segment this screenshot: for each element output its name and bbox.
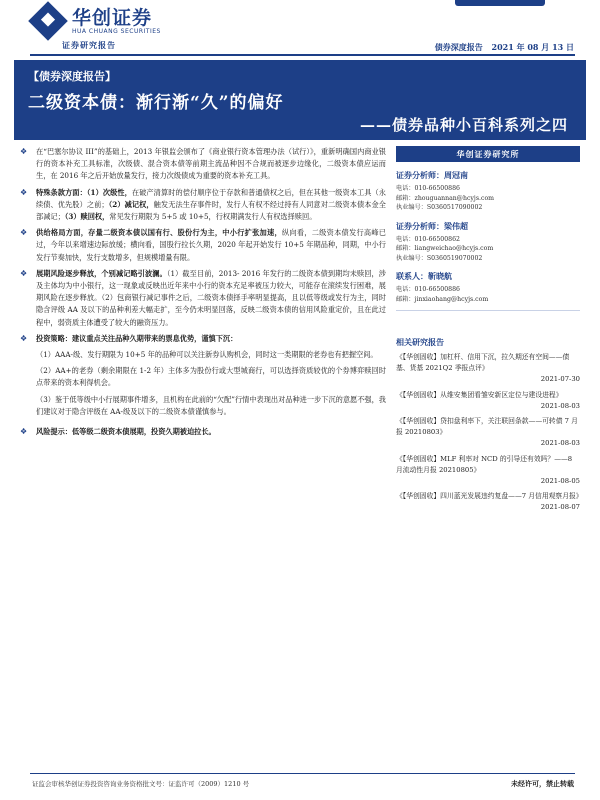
related-report-date: 2021-08-03 — [540, 401, 580, 410]
summary-paragraph: ❖ 展期风险逐步释放，个别减记略引波澜。（1）截至目前，2013- 2016 年发行的二级资本债到期均未赎回，涉及主体均为中小银行，这一现象或反映出近年来中小行的资本充足率被压力较大，可能存在滚续发行困难，展期风险在逐步释放。（2）包商银行减记事件之后，二级资本债择手率明显提高，且以低等级或发行为主，同时隐含评级 AA 及以下的品种利差大幅走扩，至今仍未明显回落，反映二级资本债的信用风险重定价，且在此过程中，弱资质主体遭受了较大的融资压力。 — [20, 268, 386, 327]
summary-paragraph: ❖ 在“巴塞尔协议 III”的基础上，2013 年银监会颁布了《商业银行资本管理办法（试行）》，重新明确国内商业银行的资本补充工具标准，次级债、混合资本债等前期主流品种因不合规而被逐步边缘化，二级资本债应运而生，在 2016 年之后开始放量发行，接力次级债成为重要的资本补充工具。 — [20, 147, 386, 181]
page-header — [0, 0, 600, 62]
report-date: 2021 年 08 月 13 日 — [491, 42, 574, 52]
related-report-item[interactable] — [396, 352, 580, 386]
footer-license: 证监会审核华创证券投资咨询业务资格批文号：证监许可（2009）1210 号 — [32, 780, 250, 788]
related-report-date: 2021-07-30 — [540, 375, 580, 384]
diamond-bullet-icon: ❖ — [20, 268, 28, 278]
risk-warning: ❖ 风险提示：低等级二级资本债展期，投资久期被迫拉长。 — [20, 427, 216, 437]
related-report-date: 2021-08-05 — [540, 477, 580, 486]
summary-paragraph: ❖ 供给格局方面，存量二级资本债以国有行、股份行为主，中小行扩张加速，纵向看，二级资本债发行高峰已过，今年以来增速边际放缓；横向看，国股行拉长久期，2020 年起开始发行 10+5 年期品种，同期，中小行发行节奏加快，发行支数增多，但规模增量有限。 — [20, 228, 386, 262]
analyst-role: 证券分析师：周冠南 — [396, 170, 468, 180]
logo-name-cn: 华创证券 — [72, 6, 153, 29]
sidebar — [396, 146, 583, 518]
diamond-bullet-icon: ❖ — [20, 147, 28, 156]
report-type: 证券研究报告 — [62, 40, 116, 50]
related-report-title[interactable]: 《【华创固收】从维安集团看雏安新区定位与建设进程》 — [396, 390, 563, 399]
analyst-cert: 执业编号：S0360517090002 — [396, 204, 483, 211]
header-meta — [429, 42, 574, 53]
top-tab-decoration — [455, 0, 545, 6]
analyst-phone: 电话：010-66500886 — [396, 185, 460, 192]
strategy-item: （2）AA+的老券（剩余期限在 1-2 年）主体多为股份行或大型城商行，可以选择资质较优的个券博弈赎回时点带来的资本利得机会。 — [36, 366, 386, 388]
analyst-card — [396, 170, 580, 213]
analyst-cert: 执业编号：S0360519070002 — [396, 254, 483, 262]
related-report-item[interactable] — [396, 416, 580, 450]
related-report-item[interactable] — [396, 454, 580, 488]
header-divider — [30, 54, 575, 56]
related-reports-title: 相关研究报告 — [396, 337, 444, 347]
analyst-card — [396, 221, 580, 264]
analyst-email[interactable]: 邮箱：liangweichao@hcyjs.com — [396, 245, 494, 252]
report-subtitle: ——债券品种小百科系列之四 — [359, 116, 568, 134]
strategy-item: （1）AAA-级、发行期限为 10+5 年的品种可以关注新券认购机会，同时这一类期限的老券也有把握空间。 — [36, 350, 378, 360]
report-title: 二级资本债：渐行渐“久”的偏好 — [28, 93, 284, 113]
diamond-bullet-icon: ❖ — [20, 187, 28, 197]
related-report-title[interactable]: 《【华创固收】加杠杆、信用下沉，拉久期还有空间——债基、货基 2021Q2 季报点评》 — [396, 353, 570, 373]
contact-phone: 电话：010-66500886 — [396, 286, 460, 293]
logo-mark-icon — [28, 1, 68, 41]
related-report-title[interactable]: 《【华创固收】MLF 利率对 NCD 的引导还有效吗？——8 月流动性月报 20210805》 — [396, 454, 573, 474]
summary-paragraph: ❖ 特殊条款方面：（1）次级性，在破产清算时的偿付顺序位于存款和普通债权之后，但在其他一级资本工具（永续债、优先股）之前；（2）减记权，触发无法生存事件时，发行人有权不经过持有人同意对二级资本债本金全部减记；（3）赎回权，常见发行期限为 5+5 或 10+5，行权期满发行人有权选择赎回。 — [20, 187, 386, 222]
related-report-title[interactable]: 《【华创固收】四川蓝光发展违约复盘——7 月信用观察月报》 — [396, 492, 583, 501]
strategy-item: （3）鉴于低等级中小行展期事件增多，且机构在此前的“欠配”行情中表现出对品种进一步下沉的意愿不强，我们建议对于隐含评级在 AA-级及以下的二级资本债谨慎参与。 — [36, 394, 386, 416]
contact-card — [396, 271, 580, 304]
diamond-bullet-icon: ❖ — [20, 427, 28, 437]
analyst-phone: 电话：010-66500862 — [396, 235, 460, 243]
company-logo — [30, 4, 180, 38]
footer-copyright: 未经许可，禁止转载 — [511, 779, 574, 788]
related-report-title[interactable]: 《【华创固收】贷扣盘利率下，关注联回条款——可转债 7 月报 20210803》 — [396, 417, 578, 437]
summary-paragraph: ❖ 投资策略：建议重点关注品种久期带来的票息优势，谨慎下沉： — [20, 333, 238, 343]
analyst-email[interactable]: 邮箱：zhouguannan@hcyjs.com — [396, 194, 495, 202]
footer-divider — [30, 773, 575, 774]
analyst-role: 证券分析师：梁伟超 — [396, 220, 468, 231]
doc-type: 债券深度报告 — [434, 42, 483, 52]
related-report-date: 2021-08-07 — [540, 503, 580, 512]
contact-role: 联系人：靳晓航 — [396, 271, 452, 281]
related-report-date: 2021-08-03 — [540, 439, 580, 448]
related-report-item[interactable] — [396, 390, 580, 412]
diamond-bullet-icon: ❖ — [20, 333, 28, 343]
contact-email[interactable]: 邮箱：jinxiaohang@hcyjs.com — [396, 295, 489, 303]
sidebar-divider — [396, 310, 580, 311]
summary-body — [20, 146, 386, 442]
banner-tag: 【债券深度报告】 — [28, 70, 116, 83]
related-report-item[interactable] — [396, 491, 583, 513]
logo-name-en: HUA CHUANG SECURITIES — [72, 27, 161, 35]
diamond-bullet-icon: ❖ — [20, 228, 28, 238]
title-banner — [14, 60, 586, 140]
institute-header: 华创证券研究所 — [396, 146, 580, 162]
